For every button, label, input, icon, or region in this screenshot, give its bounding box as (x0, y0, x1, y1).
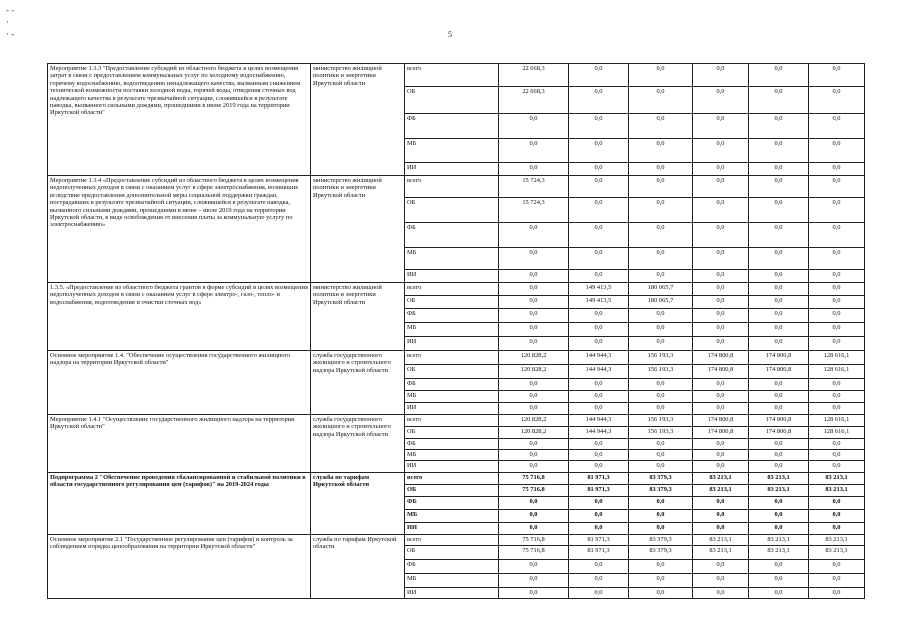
funding-source-cell: всего (405, 473, 499, 485)
amount-cell: 0,0 (693, 223, 749, 248)
amount-cell: 0,0 (749, 379, 809, 391)
amount-cell: 83 379,3 (629, 473, 693, 485)
funding-source-cell: ОБ (405, 198, 499, 223)
amount-cell: 0,0 (809, 248, 865, 270)
amount-cell: 15 724,3 (499, 198, 569, 223)
amount-cell: 83 213,1 (809, 473, 865, 485)
amount-cell: 0,0 (749, 510, 809, 523)
amount-cell: 0,0 (809, 309, 865, 323)
amount-cell: 0,0 (809, 574, 865, 588)
funding-source-cell: всего (405, 351, 499, 365)
amount-cell: 0,0 (809, 391, 865, 403)
amount-cell: 0,0 (499, 139, 569, 163)
amount-cell: 0,0 (693, 510, 749, 523)
funding-source-cell: ОБ (405, 427, 499, 439)
amount-cell: 0,0 (809, 87, 865, 114)
amount-cell: 83 213,1 (809, 546, 865, 560)
table-row (48, 535, 865, 546)
amount-cell: 0,0 (749, 439, 809, 450)
funding-source-cell: МБ (405, 139, 499, 163)
budget-table-body (48, 64, 865, 599)
amount-cell: 0,0 (693, 163, 749, 176)
amount-cell: 0,0 (499, 523, 569, 535)
funding-source-cell: ИИ (405, 588, 499, 599)
amount-cell: 144 944,3 (569, 415, 629, 427)
amount-cell: 156 193,3 (629, 415, 693, 427)
amount-cell: 174 800,8 (693, 415, 749, 427)
amount-cell: 0,0 (693, 87, 749, 114)
amount-cell: 0,0 (499, 296, 569, 309)
funding-source-cell: ФБ (405, 560, 499, 574)
amount-cell: 0,0 (569, 87, 629, 114)
amount-cell: 0,0 (629, 379, 693, 391)
table-row (48, 351, 865, 365)
amount-cell: 0,0 (693, 270, 749, 283)
funding-source-cell: ОБ (405, 485, 499, 497)
amount-cell: 0,0 (693, 337, 749, 351)
amount-cell: 75 716,8 (499, 535, 569, 546)
amount-cell: 174 800,8 (749, 365, 809, 379)
amount-cell: 0,0 (749, 139, 809, 163)
amount-cell: 0,0 (499, 248, 569, 270)
amount-cell: 180 065,7 (629, 283, 693, 296)
margin-mark: · - (6, 29, 15, 39)
amount-cell: 0,0 (629, 497, 693, 510)
amount-cell: 0,0 (693, 139, 749, 163)
amount-cell: 0,0 (499, 450, 569, 461)
funding-source-cell: ОБ (405, 546, 499, 560)
amount-cell: 0,0 (693, 439, 749, 450)
amount-cell: 0,0 (629, 523, 693, 535)
amount-cell: 0,0 (629, 163, 693, 176)
amount-cell: 0,0 (569, 114, 629, 139)
executor-cell: служба государственного жилищного и строительного надзора Иркутской области (311, 351, 405, 415)
funding-source-cell: ОБ (405, 365, 499, 379)
amount-cell: 0,0 (569, 574, 629, 588)
amount-cell: 0,0 (569, 450, 629, 461)
amount-cell: 0,0 (499, 223, 569, 248)
amount-cell: 0,0 (749, 560, 809, 574)
amount-cell: 120 828,2 (499, 415, 569, 427)
amount-cell: 0,0 (693, 198, 749, 223)
amount-cell: 0,0 (809, 523, 865, 535)
amount-cell: 0,0 (569, 379, 629, 391)
amount-cell: 0,0 (809, 379, 865, 391)
amount-cell: 75 716,8 (499, 485, 569, 497)
amount-cell: 0,0 (749, 574, 809, 588)
amount-cell: 0,0 (693, 114, 749, 139)
funding-source-cell: ФБ (405, 439, 499, 450)
amount-cell: 0,0 (629, 87, 693, 114)
amount-cell: 83 213,1 (749, 535, 809, 546)
amount-cell: 0,0 (629, 223, 693, 248)
amount-cell: 156 193,3 (629, 365, 693, 379)
amount-cell: 0,0 (569, 523, 629, 535)
amount-cell: 0,0 (809, 323, 865, 337)
amount-cell: 22 668,3 (499, 64, 569, 87)
amount-cell: 22 668,3 (499, 87, 569, 114)
amount-cell: 0,0 (749, 176, 809, 198)
amount-cell: 81 971,3 (569, 546, 629, 560)
margin-mark: · (6, 17, 9, 27)
amount-cell: 83 213,1 (749, 485, 809, 497)
amount-cell: 0,0 (629, 270, 693, 283)
amount-cell: 174 800,8 (693, 427, 749, 439)
amount-cell: 0,0 (629, 323, 693, 337)
table-row (48, 64, 865, 87)
funding-source-cell: ИИ (405, 523, 499, 535)
amount-cell: 0,0 (629, 139, 693, 163)
amount-cell: 0,0 (749, 403, 809, 415)
amount-cell: 0,0 (629, 560, 693, 574)
amount-cell: 0,0 (499, 270, 569, 283)
event-name-cell: Основное мероприятие 1.4. "Обеспечение осуществления государственного жилищного надзора на территории Иркутской области" (48, 351, 311, 415)
amount-cell: 0,0 (809, 114, 865, 139)
amount-cell: 75 716,8 (499, 473, 569, 485)
amount-cell: 0,0 (499, 439, 569, 450)
amount-cell: 0,0 (629, 439, 693, 450)
amount-cell: 0,0 (749, 523, 809, 535)
amount-cell: 0,0 (499, 560, 569, 574)
amount-cell: 0,0 (629, 309, 693, 323)
executor-cell: служба государственного жилищного и строительного надзора Иркутской области (311, 415, 405, 473)
amount-cell: 0,0 (569, 163, 629, 176)
amount-cell: 75 716,8 (499, 546, 569, 560)
amount-cell: 83 213,1 (693, 485, 749, 497)
amount-cell: 81 971,3 (569, 535, 629, 546)
amount-cell: 0,0 (569, 403, 629, 415)
amount-cell: 81 971,3 (569, 485, 629, 497)
amount-cell: 149 413,5 (569, 296, 629, 309)
amount-cell: 0,0 (809, 270, 865, 283)
page-number: 5 (448, 30, 452, 39)
amount-cell: 0,0 (693, 461, 749, 473)
amount-cell: 0,0 (809, 439, 865, 450)
amount-cell: 128 616,1 (809, 415, 865, 427)
amount-cell: 81 971,3 (569, 473, 629, 485)
amount-cell: 0,0 (809, 510, 865, 523)
amount-cell: 0,0 (749, 198, 809, 223)
amount-cell: 0,0 (499, 574, 569, 588)
amount-cell: 180 065,7 (629, 296, 693, 309)
amount-cell: 0,0 (499, 163, 569, 176)
funding-source-cell: МБ (405, 248, 499, 270)
amount-cell: 0,0 (693, 588, 749, 599)
amount-cell: 83 379,3 (629, 535, 693, 546)
amount-cell: 0,0 (749, 461, 809, 473)
amount-cell: 0,0 (569, 510, 629, 523)
funding-source-cell: ИИ (405, 337, 499, 351)
amount-cell: 0,0 (809, 337, 865, 351)
amount-cell: 0,0 (693, 403, 749, 415)
amount-cell: 120 828,2 (499, 365, 569, 379)
amount-cell: 0,0 (809, 461, 865, 473)
amount-cell: 156 193,3 (629, 427, 693, 439)
funding-source-cell: всего (405, 64, 499, 87)
funding-source-cell: ФБ (405, 114, 499, 139)
amount-cell: 0,0 (569, 270, 629, 283)
amount-cell: 0,0 (499, 391, 569, 403)
amount-cell: 0,0 (693, 450, 749, 461)
amount-cell: 83 379,3 (629, 546, 693, 560)
amount-cell: 0,0 (569, 64, 629, 87)
funding-source-cell: всего (405, 176, 499, 198)
amount-cell: 0,0 (749, 323, 809, 337)
amount-cell: 174 800,8 (693, 365, 749, 379)
amount-cell: 174 800,8 (749, 415, 809, 427)
funding-source-cell: всего (405, 415, 499, 427)
amount-cell: 156 193,3 (629, 351, 693, 365)
funding-source-cell: ИИ (405, 403, 499, 415)
amount-cell: 0,0 (749, 283, 809, 296)
amount-cell: 0,0 (693, 309, 749, 323)
amount-cell: 0,0 (749, 248, 809, 270)
amount-cell: 0,0 (749, 87, 809, 114)
amount-cell: 0,0 (629, 510, 693, 523)
amount-cell: 0,0 (809, 139, 865, 163)
funding-source-cell: ФБ (405, 497, 499, 510)
amount-cell: 0,0 (499, 337, 569, 351)
amount-cell: 83 213,1 (809, 535, 865, 546)
amount-cell: 0,0 (809, 176, 865, 198)
funding-source-cell: МБ (405, 450, 499, 461)
amount-cell: 0,0 (499, 588, 569, 599)
amount-cell: 83 213,1 (749, 546, 809, 560)
amount-cell: 0,0 (809, 198, 865, 223)
amount-cell: 0,0 (629, 450, 693, 461)
amount-cell: 0,0 (749, 296, 809, 309)
amount-cell: 0,0 (693, 497, 749, 510)
amount-cell: 0,0 (749, 337, 809, 351)
margin-mark: - - (6, 5, 15, 15)
executor-cell: министерство жилищной политики и энергетики Иркутской области (311, 176, 405, 283)
amount-cell: 0,0 (499, 309, 569, 323)
amount-cell: 0,0 (629, 198, 693, 223)
amount-cell: 0,0 (749, 163, 809, 176)
amount-cell: 120 828,2 (499, 351, 569, 365)
amount-cell: 0,0 (629, 114, 693, 139)
amount-cell: 0,0 (569, 309, 629, 323)
amount-cell: 0,0 (629, 64, 693, 87)
amount-cell: 0,0 (693, 379, 749, 391)
amount-cell: 144 944,3 (569, 351, 629, 365)
amount-cell: 0,0 (569, 497, 629, 510)
amount-cell: 0,0 (749, 391, 809, 403)
amount-cell: 0,0 (499, 323, 569, 337)
amount-cell: 0,0 (569, 439, 629, 450)
amount-cell: 83 379,3 (629, 485, 693, 497)
table-row (48, 283, 865, 296)
amount-cell: 0,0 (749, 64, 809, 87)
funding-source-cell: ОБ (405, 87, 499, 114)
amount-cell: 0,0 (693, 64, 749, 87)
amount-cell: 0,0 (629, 391, 693, 403)
amount-cell: 144 944,3 (569, 365, 629, 379)
amount-cell: 0,0 (749, 497, 809, 510)
amount-cell: 0,0 (569, 391, 629, 403)
margin-marks (6, 4, 14, 40)
budget-table (47, 63, 865, 599)
amount-cell: 0,0 (809, 497, 865, 510)
amount-cell: 128 616,1 (809, 365, 865, 379)
amount-cell: 0,0 (693, 296, 749, 309)
amount-cell: 0,0 (749, 114, 809, 139)
amount-cell: 0,0 (499, 510, 569, 523)
amount-cell: 144 944,3 (569, 427, 629, 439)
amount-cell: 0,0 (809, 64, 865, 87)
amount-cell: 0,0 (569, 588, 629, 599)
table-row (48, 415, 865, 427)
amount-cell: 83 213,1 (693, 473, 749, 485)
amount-cell: 0,0 (693, 176, 749, 198)
amount-cell: 0,0 (749, 450, 809, 461)
amount-cell: 0,0 (693, 248, 749, 270)
funding-source-cell: МБ (405, 391, 499, 403)
amount-cell: 0,0 (499, 403, 569, 415)
event-name-cell: Мероприятие 1.3.4 «Предоставление субсидий из областного бюджета в целях возмещения недополученных доходов в связи с оказанием услуг в сфере электроснабжения, возникших вследствие предоставления дополнительной меры социальной поддержки граждан, пострадавших в результате чрезвычайной ситуации, сложившейся в результате паводка, вызванного сильными дождями, прошедшими в июне – июле 2019 года на территории Иркутской области, в виде освобождения от внесения платы за коммунальную услугу по электроснабжению» (48, 176, 311, 283)
amount-cell: 149 413,5 (569, 283, 629, 296)
funding-source-cell: ФБ (405, 379, 499, 391)
amount-cell: 0,0 (809, 588, 865, 599)
amount-cell: 0,0 (629, 461, 693, 473)
executor-cell: министерство жилищной политики и энергетики Иркутской области (311, 283, 405, 351)
amount-cell: 174 800,8 (749, 351, 809, 365)
funding-source-cell: ОБ (405, 296, 499, 309)
amount-cell: 174 800,8 (693, 351, 749, 365)
amount-cell: 0,0 (569, 198, 629, 223)
amount-cell: 0,0 (629, 403, 693, 415)
amount-cell: 128 616,1 (809, 351, 865, 365)
table-row (48, 176, 865, 198)
amount-cell: 0,0 (569, 223, 629, 248)
table-row (48, 473, 865, 485)
amount-cell: 0,0 (499, 497, 569, 510)
amount-cell: 0,0 (569, 176, 629, 198)
amount-cell: 0,0 (749, 588, 809, 599)
executor-cell: служба по тарифам Иркутской области (311, 473, 405, 535)
amount-cell: 0,0 (629, 588, 693, 599)
amount-cell: 83 213,1 (693, 535, 749, 546)
amount-cell: 0,0 (569, 337, 629, 351)
amount-cell: 120 828,2 (499, 427, 569, 439)
amount-cell: 15 724,3 (499, 176, 569, 198)
amount-cell: 0,0 (693, 523, 749, 535)
amount-cell: 0,0 (629, 337, 693, 351)
amount-cell: 0,0 (693, 283, 749, 296)
amount-cell: 0,0 (809, 283, 865, 296)
amount-cell: 128 616,1 (809, 427, 865, 439)
event-name-cell: 1.3.5. «Предоставление из областного бюджета грантов в форме субсидий в целях возмещения недополученных доходов в связи с оказанием услуг в сфере электро-, газо-, тепло- и водоснабжения, водоотведения и очистки сточных вод» (48, 283, 311, 351)
amount-cell: 0,0 (569, 323, 629, 337)
amount-cell: 0,0 (499, 379, 569, 391)
amount-cell: 83 213,1 (749, 473, 809, 485)
amount-cell: 0,0 (749, 223, 809, 248)
amount-cell: 174 800,8 (749, 427, 809, 439)
funding-source-cell: всего (405, 535, 499, 546)
amount-cell: 0,0 (809, 223, 865, 248)
amount-cell: 0,0 (809, 450, 865, 461)
amount-cell: 0,0 (693, 574, 749, 588)
amount-cell: 0,0 (809, 403, 865, 415)
amount-cell: 0,0 (499, 114, 569, 139)
funding-source-cell: ИИ (405, 163, 499, 176)
funding-source-cell: МБ (405, 574, 499, 588)
funding-source-cell: ИИ (405, 461, 499, 473)
amount-cell: 0,0 (499, 461, 569, 473)
amount-cell: 0,0 (629, 574, 693, 588)
amount-cell: 0,0 (809, 560, 865, 574)
funding-source-cell: МБ (405, 510, 499, 523)
amount-cell: 0,0 (569, 139, 629, 163)
funding-source-cell: ФБ (405, 309, 499, 323)
amount-cell: 0,0 (569, 248, 629, 270)
amount-cell: 0,0 (749, 270, 809, 283)
amount-cell: 0,0 (693, 391, 749, 403)
funding-source-cell: ФБ (405, 223, 499, 248)
event-name-cell: Основное мероприятие 2.1 "Государственное регулирование цен (тарифов) и контроль за соблюдением порядка ценообразования на территории Иркутской области" (48, 535, 311, 599)
event-name-cell: Подпрограмма 2 "Обеспечение проведения сбалансированной и стабильной политики в области государственного регулирования цен (тарифов)" на 2019-2024 годы (48, 473, 311, 535)
funding-source-cell: всего (405, 283, 499, 296)
funding-source-cell: ИИ (405, 270, 499, 283)
event-name-cell: Мероприятие 1.3.3 "Предоставление субсидий из областного бюджета в целях возмещения затрат в связи с предоставлением коммунальных услуг по холодному водоснабжению, горячему водоснабжению, водоотведению ненадлежащего качества, вызванным снижением технической возможности поставки холодной воды, горячей воды, отведения сточных вод надлежащего качества в результате чрезвычайной ситуации, сложившейся в результате паводка, вызванного сильными дождями, прошедшими в июне 2019 года на территории Иркутской области" (48, 64, 311, 176)
executor-cell: служба по тарифам Иркутской области (311, 535, 405, 599)
amount-cell: 0,0 (693, 323, 749, 337)
amount-cell: 0,0 (629, 176, 693, 198)
amount-cell: 83 213,1 (693, 546, 749, 560)
amount-cell: 0,0 (809, 296, 865, 309)
amount-cell: 0,0 (629, 248, 693, 270)
amount-cell: 0,0 (749, 309, 809, 323)
funding-source-cell: МБ (405, 323, 499, 337)
executor-cell: министерство жилищной политики и энергетики Иркутской области (311, 64, 405, 176)
amount-cell: 0,0 (809, 163, 865, 176)
amount-cell: 0,0 (569, 461, 629, 473)
amount-cell: 0,0 (499, 283, 569, 296)
event-name-cell: Мероприятие 1.4.1 "Осуществление государственного жилищного надзора на территории Иркутской области" (48, 415, 311, 473)
amount-cell: 83 213,1 (809, 485, 865, 497)
amount-cell: 0,0 (693, 560, 749, 574)
amount-cell: 0,0 (569, 560, 629, 574)
